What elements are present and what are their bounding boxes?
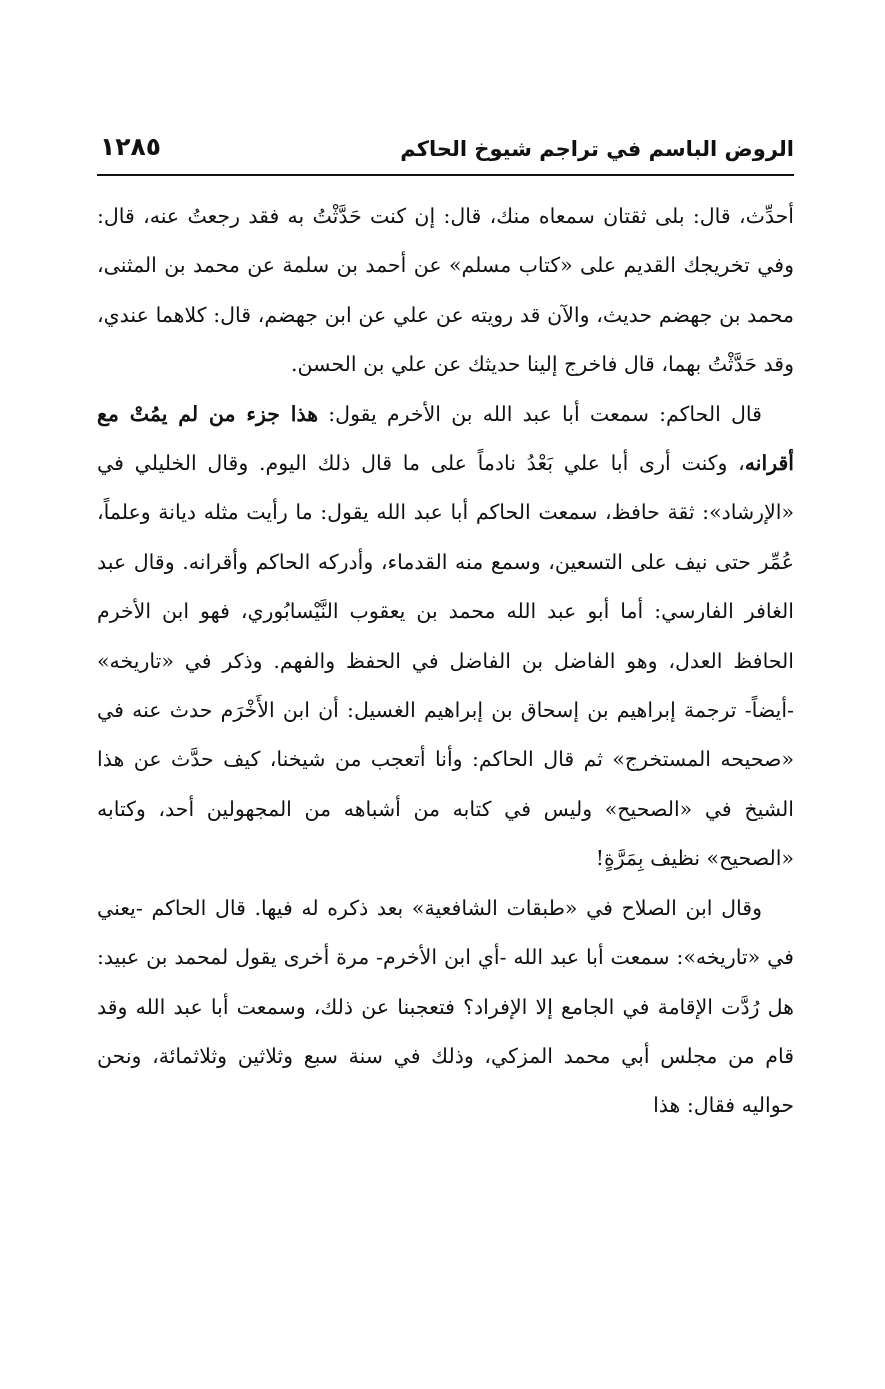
paragraph-2-text-intro: قال الحاكم: سمعت أبا عبد الله بن الأخرم يقول: (318, 401, 762, 426)
running-title: الروض الباسم في تراجم شيوخ الحاكم (400, 137, 794, 161)
paragraph-1 (97, 192, 794, 390)
paragraph-1-text: أحدِّث، قال: بلى ثقتان سمعاه منك، قال: إن كنت حَدَّثْتُ به فقد رجعتُ عنه، قال: وفي تخريجك القديم على «كتاب مسلم» عن أحمد بن سلمة عن محمد بن المثنى، محمد بن جهضم حديث، والآن قد رويته عن علي عن ابن جهضم، قال: كلاهما عندي، وقد حَدَّثْتُ بهما، قال فاخرج إلينا حديثك عن علي بن الحسن. (97, 204, 794, 377)
paragraph-2 (97, 390, 794, 884)
paragraph-3 (97, 884, 794, 1131)
header-divider (97, 174, 794, 176)
page-header (100, 128, 794, 170)
paragraph-2-text-rest: ، وكنت أرى أبا علي بَعْدُ نادماً على ما قال ذلك اليوم. وقال الخليلي في «الإرشاد»: ثقة حافظ، سمعت الحاكم أبا عبد الله يقول: ما رأيت مثله ديانة وعلماً، عُمِّر حتى نيف على التسعين، وسمع منه القدماء، وأدركه الحاكم وأقرانه. وقال عبد الغافر الفارسي: أما أبو عبد الله محمد بن يعقوب النَّيْسابُوري، فهو ابن الأخرم الحافظ العدل، وهو الفاضل بن الفاضل في الحفظ والفهم. وذكر في «تاريخه» -أيضاً- ترجمة إبراهيم بن إسحاق بن إبراهيم الغسيل: أن ابن الأَخْرَم حدث عنه في «صحيحه المستخرج» ثم قال الحاكم: وأنا أتعجب من شيخنا، كيف حدَّث عن هذا الشيخ في «الصحيح» وليس في كتابه من أشباهه من المجهولين أحد، وكتابه «الصحيح» نظيف بِمَرَّةٍ! (97, 451, 794, 871)
body-text (97, 192, 794, 1131)
page-number: ١٢٨٥ (100, 132, 162, 161)
paragraph-2-bold-quote: هذا جزء من لم يمُتْ مع أقرانه (97, 401, 794, 476)
paragraph-3-text: وقال ابن الصلاح في «طبقات الشافعية» بعد ذكره له فيها. قال الحاكم -يعني في «تاريخه»: سمعت أبا عبد الله -أي ابن الأخرم- مرة أخرى يقول لمحمد بن عبيد: هل رُدَّت الإقامة في الجامع إلا الإفراد؟ فتعجبنا عن ذلك، وسمعت أبا عبد الله وقد قام من مجلس أبي محمد المزكي، وذلك في سنة سبع وثلاثين وثلاثمائة، ونحن حواليه فقال: هذا (97, 895, 794, 1118)
